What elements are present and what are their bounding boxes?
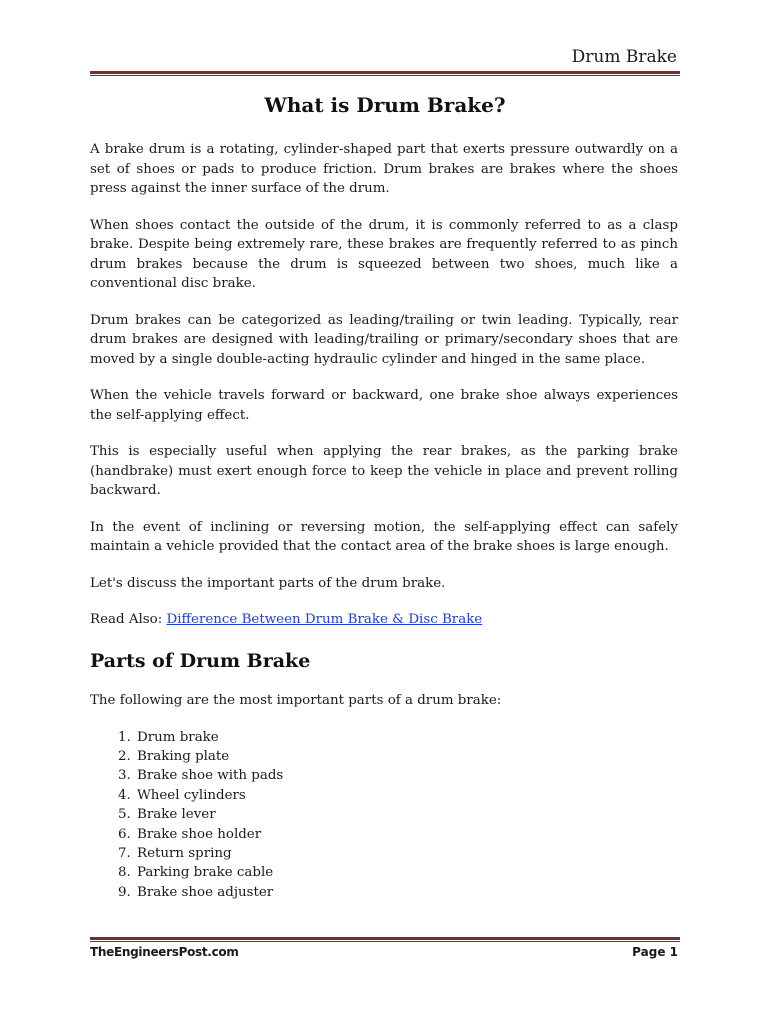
section-heading: Parts of Drum Brake [90, 649, 311, 672]
list-item: 2. Braking plate [135, 747, 678, 766]
footer-page-number: Page 1 [632, 945, 678, 959]
running-header: Drum Brake [571, 47, 677, 67]
read-also-label: Read Also: [90, 612, 163, 627]
parts-list [90, 728, 678, 903]
paragraph: A brake drum is a rotating, cylinder-shaped part that exerts pressure outwardly on a set of shoes or pads to produce friction. Drum brakes are brakes where the shoes press against the inner surface of the drum. [90, 142, 678, 196]
list-item: 4. Wheel cylinders [135, 786, 678, 805]
list-item: 3. Brake shoe with pads [135, 766, 678, 785]
paragraph: When shoes contact the outside of the drum, it is commonly referred to as a clasp brake. Despite being extremely rare, these brakes are frequently referred to as pinch drum brakes because the drum is squeezed between two shoes, much like a conventional disc brake. [90, 217, 678, 291]
read-also-link[interactable]: Difference Between Drum Brake & Disc Brake [166, 612, 483, 627]
footer-rule [90, 937, 680, 942]
paragraph: Let's discuss the important parts of the drum brake. [90, 575, 446, 591]
list-item: 7. Return spring [135, 844, 678, 863]
list-item: 8. Parking brake cable [135, 863, 678, 882]
list-item: 5. Brake lever [135, 805, 678, 824]
page-title: What is Drum Brake? [264, 93, 506, 117]
section-intro: The following are the most important parts of a drum brake: [90, 693, 502, 708]
paragraph: In the event of inclining or reversing motion, the self-applying effect can safely maintain a vehicle provided that the contact area of the brake shoes is large enough. [90, 519, 678, 554]
read-also-line [90, 610, 678, 630]
paragraph: When the vehicle travels forward or backward, one brake shoe always experiences the self-applying effect. [90, 388, 678, 423]
header-rule [90, 71, 680, 76]
paragraph: This is especially useful when applying the rear brakes, as the parking brake (handbrake) must exert enough force to keep the vehicle in place and prevent rolling backward. [90, 444, 678, 498]
list-item: 1. Drum brake [135, 728, 678, 747]
list-item: 6. Brake shoe holder [135, 825, 678, 844]
paragraph: Drum brakes can be categorized as leading/trailing or twin leading. Typically, rear drum brakes are designed with leading/trailing or primary/secondary shoes that are moved by a single double-acting hydraulic cylinder and hinged in the same place. [90, 312, 678, 367]
footer-site: TheEngineersPost.com [90, 945, 239, 959]
list-item: 9. Brake shoe adjuster [135, 883, 678, 902]
document-body [90, 140, 678, 902]
